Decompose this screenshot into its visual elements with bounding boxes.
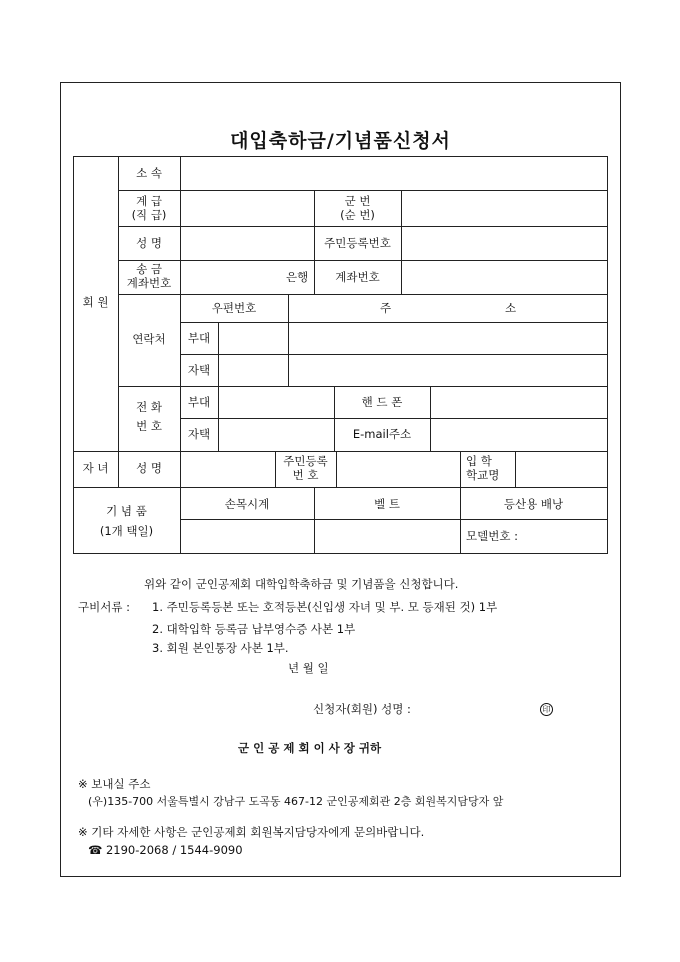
model-number-label: 모델번호 : — [466, 529, 518, 543]
gift-option-belt[interactable]: 벨 트 — [374, 497, 400, 511]
recipient-line: 군 인 공 제 회 이 사 장 귀하 — [238, 741, 382, 755]
address-label-right: 소 — [505, 301, 517, 315]
date-line: 년 월 일 — [288, 661, 329, 675]
service-number-label: 군 번 — [344, 194, 371, 208]
mobile-label: 핸 드 폰 — [361, 395, 403, 409]
zip-code-label: 우편번호 — [211, 301, 257, 315]
inquiry-text: ※ 기타 자세한 사항은 군인공제회 회원복지담당자에게 문의바랍니다. — [78, 825, 425, 839]
documents-label: 구비서류 : — [78, 600, 130, 614]
gift-choose-one-label: (1개 택일) — [99, 524, 154, 538]
child-resident-number-label: 주민등록 — [283, 454, 328, 468]
page-title: 대입축하금/기념품신청서 — [230, 130, 451, 152]
school-label: 입 학 — [466, 454, 492, 468]
contact-label: 연락처 — [132, 332, 166, 346]
school-name-label: 학교명 — [466, 468, 500, 482]
address-home-label: 자택 — [187, 363, 211, 377]
mailing-label: ※ 보내실 주소 — [78, 777, 151, 791]
child-name-label: 성 명 — [136, 461, 162, 475]
mailing-address: (우)135-700 서울특별시 강남구 도곡동 467-12 군인공제회관 2층 회원복지담당자 앞 — [88, 795, 504, 808]
account-number-label: 계좌번호 — [335, 270, 380, 284]
gift-label: 기 념 품 — [106, 504, 147, 518]
affiliation-label: 소 속 — [136, 166, 162, 180]
service-number-sub-label: (순 번) — [340, 208, 375, 222]
phone-home-label: 자택 — [187, 427, 211, 441]
remit-account-label: 계좌번호 — [126, 276, 172, 290]
child-resident-number-sub-label: 번 호 — [292, 468, 319, 482]
resident-number-label: 주민등록번호 — [324, 236, 391, 250]
rank-label: 계 급 — [136, 194, 162, 208]
gift-option-backpack[interactable]: 등산용 배낭 — [503, 497, 564, 511]
phone-label: 전 화 — [136, 400, 162, 414]
bank-label: 은행 — [286, 270, 309, 284]
member-group-label: 회 원 — [82, 295, 109, 309]
child-group-label: 자 녀 — [82, 461, 109, 475]
email-label: E-mail주소 — [352, 427, 412, 441]
document-item: 1. 주민등록등본 또는 호적등본(신입생 자녀 및 부. 모 등재된 것) 1부 — [152, 600, 498, 614]
name-label: 성 명 — [136, 236, 162, 250]
gift-option-watch[interactable]: 손목시계 — [224, 497, 270, 511]
applicant-signature-label: 신청자(회원) 성명 : — [313, 702, 411, 716]
remit-label: 송 금 — [136, 262, 162, 276]
document-item: 2. 대학입학 등록금 납부영수증 사본 1부 — [152, 622, 356, 636]
phone-number-label: 번 호 — [136, 419, 162, 433]
phone-unit-label: 부대 — [187, 395, 211, 409]
inquiry-phone: ☎ 2190-2068 / 1544-9090 — [88, 843, 243, 857]
rank-sub-label: (직 급) — [131, 208, 167, 222]
address-unit-label: 부대 — [187, 331, 211, 345]
seal-mark: 印 — [540, 703, 553, 716]
address-label-left: 주 — [380, 301, 392, 315]
document-item: 3. 회원 본인통장 사본 1부. — [152, 641, 289, 655]
declaration-text: 위와 같이 군인공제회 대학입학축하금 및 기념품을 신청합니다. — [144, 577, 459, 591]
